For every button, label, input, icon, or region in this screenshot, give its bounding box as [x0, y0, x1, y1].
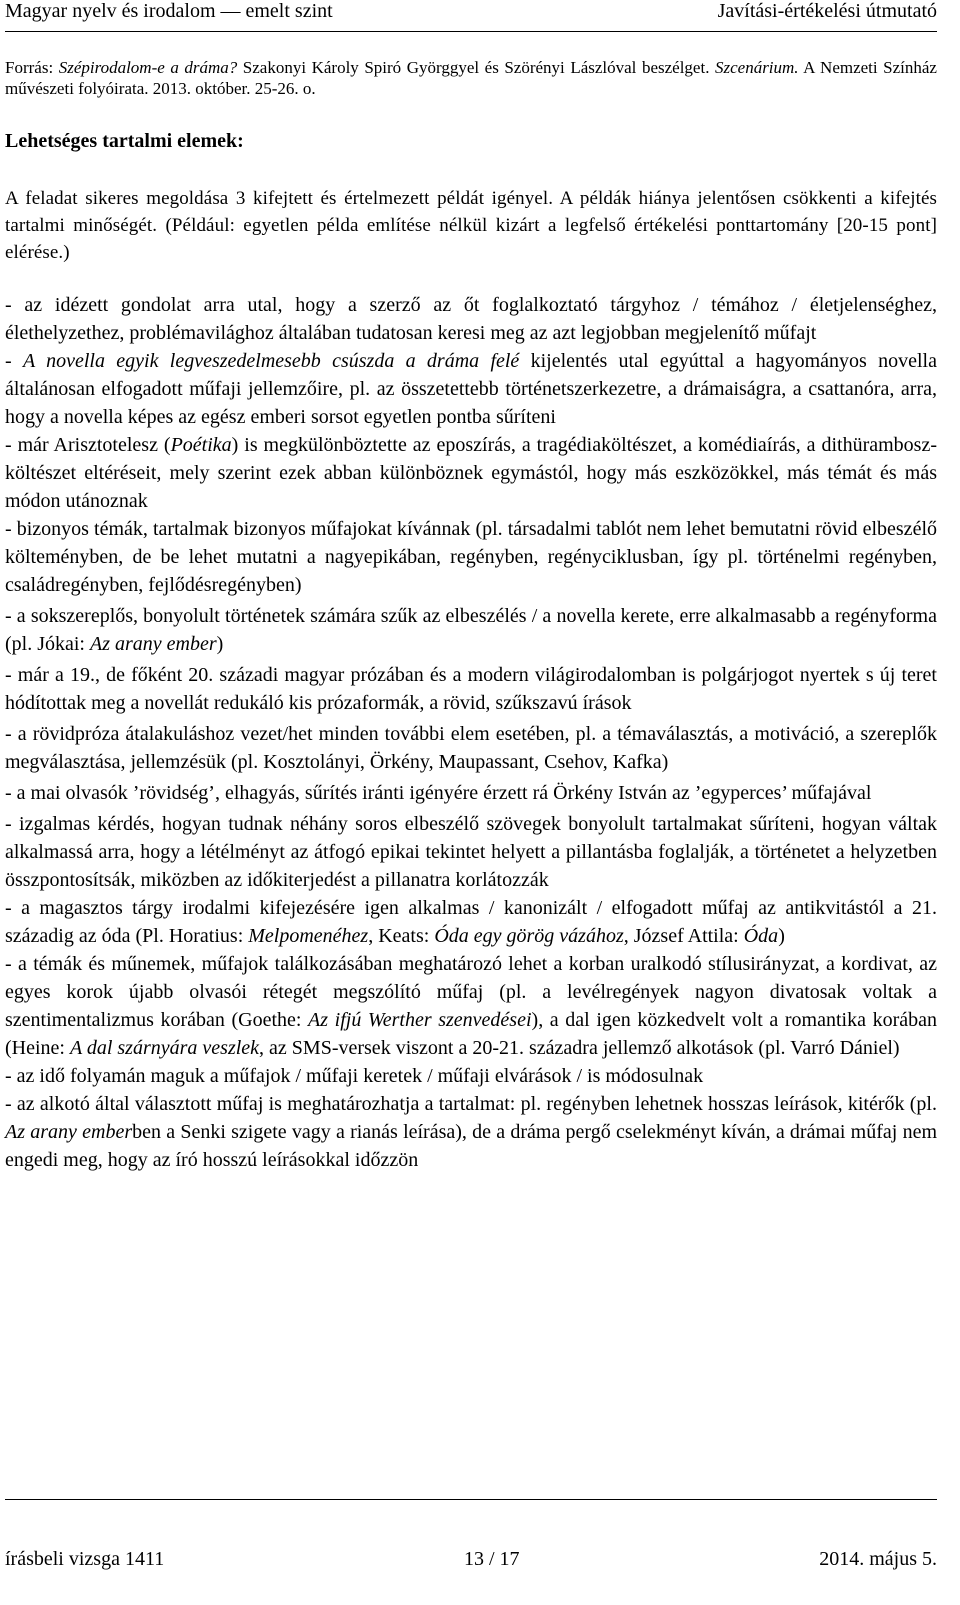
italic-title: Az ifjú Werther szenvedései [308, 1009, 532, 1031]
list-item [5, 894, 937, 950]
document-page [5, 0, 937, 1174]
source-description: Szakonyi Károly Spiró Györggyel és Szörényi Lászlóval beszélget. [237, 58, 715, 77]
content-elements-list [5, 291, 937, 1174]
section-heading: Lehetséges tartalmi elemek: [5, 130, 244, 152]
italic-title: A dal szárnyára veszlek [69, 1037, 260, 1059]
italic-title: Poétika [170, 434, 232, 456]
italic-title: Az arany ember [90, 633, 217, 655]
source-citation [5, 57, 937, 99]
item-text: , az SMS-versek viszont a 20-21. századra jellemző alkotások (pl. Varró Dániel) [259, 1037, 900, 1059]
source-label: Forrás: [5, 58, 59, 77]
item-text: ben a Senki szigete vagy a rianás leírása), de a dráma pergő cselekményt kíván, a drámai műfaj nem engedi meg, hogy az író hosszú leírásokkal időzzön [5, 1121, 938, 1171]
item-text: - a mai olvasók ’rövidség’, elhagyás, sűrítés iránti igényére érzett rá Örkény István az ’egyperces’ műfajával [5, 782, 872, 804]
item-text: , József Attila: [623, 925, 744, 947]
italic-title: Melpomenéhez [248, 925, 369, 947]
item-text: ), a dal igen közkedvelt volt a romantika korában (Heine: [5, 1009, 937, 1059]
item-text: - a sokszereplős, bonyolult történetek számára szűk az elbeszélés / a novella kerete, erre alkalmasabb a regényforma (pl. Jókai: [5, 605, 937, 655]
source-journal-title: Szcenárium. [714, 58, 799, 77]
page-header [5, 0, 937, 32]
item-text: ) is megkülönböztette az eposzírás, a tragédiaköltészet, a komédiaírás, a dithürambosz-költészet eltéréseit, mely szerint ezek abban különböznek egymástól, hogy más eszközökkel, más témát és más módon utánoznak [5, 434, 937, 512]
item-text: , Keats: [368, 925, 435, 947]
footer-exam-code: írásbeli vizsga 1411 [5, 1548, 165, 1570]
list-item [5, 347, 937, 431]
item-text: - az idő folyamán maguk a műfajok / műfaji keretek / műfaji elvárások / is módosulnak [5, 1065, 704, 1087]
source-article-title: Szépirodalom-e a dráma? [58, 58, 238, 77]
list-item [5, 602, 937, 658]
item-text: kijelentés utal egyúttal a hagyományos novella általánosan elfogadott műfaji jellemzőire, pl. az összetettebb történetszerkezetre, a drámaiságra, a csattanóra, arra, hogy a novella képes az egész emberi sorsot egyetlen pontba sűríteni [5, 350, 937, 428]
item-text: - az idézett gondolat arra utal, hogy a szerző az őt foglalkoztató tárgyhoz / témához / életjelenséghez, élethelyzethez, problémavilághoz általában tudatosan keresi meg az azt legjobban megjelenítő műfajt [5, 294, 937, 344]
italic-title: Óda [743, 925, 779, 947]
item-text: - már Arisztotelesz ( [5, 434, 171, 456]
list-item [5, 515, 937, 599]
item-text: - [5, 350, 23, 372]
list-item [5, 431, 937, 515]
source-journal-details: A Nemzeti Színház művészeti folyóirata. 2013. október. 25-26. o. [5, 58, 937, 98]
list-item [5, 1090, 937, 1174]
header-left-title: Magyar nyelv és irodalom — emelt szint [5, 0, 333, 22]
list-item [5, 779, 937, 807]
list-item [5, 950, 937, 1062]
footer-date: 2014. május 5. [819, 1548, 937, 1570]
italic-title: Az arany ember [5, 1121, 133, 1143]
intro-paragraph: A feladat sikeres megoldása 3 kifejtett és értelmezett példát igényel. A példák hiánya jelentősen csökkenti a kifejtés tartalmi minőségét. (Például: egyetlen példa említése nélkül kizárt a legfelső értékelési ponttartomány [20-15 pont] elérése.) [5, 188, 937, 263]
footer-divider [5, 1499, 937, 1500]
item-text: - a rövidpróza átalakuláshoz vezet/het minden további elem esetében, pl. a témaválasztás, a motiváció, a szereplők megválasztása, jellemzésük (pl. Kosztolányi, Örkény, Maupassant, Csehov, Kafka) [5, 723, 937, 773]
item-text: - a magasztos tárgy irodalmi kifejezésére igen alkalmas / kanonizált / elfogadott műfaj az antikvitástól a 21. századig az óda (Pl. Horatius: [5, 897, 937, 947]
list-item [5, 720, 937, 776]
item-text: - az alkotó által választott műfaj is meghatározhatja a tartalmat: pl. regényben lehetnek hosszas leírások, kitérők (pl. [5, 1093, 937, 1115]
item-text: - izgalmas kérdés, hogyan tudnak néhány soros elbeszélő szövegek bonyolult tartalmakat sűríteni, hogyan váltak alkalmassá arra, hogy a létélményt az átfogó epikai tekintet helyett a pillantásba foglalják, a történetet a helyzetben összpontosítsák, miközben az időkiterjedést a pillanatra korlátozzák [5, 813, 937, 891]
item-text: ) [216, 633, 224, 655]
item-text: ) [778, 925, 785, 947]
list-item [5, 1062, 937, 1090]
list-item [5, 661, 937, 717]
page-footer [5, 1547, 937, 1571]
italic-title: Óda egy görög vázához [434, 925, 624, 947]
italic-title: A novella egyik legveszedelmesebb csúszda a dráma felé [22, 350, 520, 372]
item-text: - már a 19., de főként 20. századi magyar prózában és a modern világirodalomban is polgárjogot nyertek s új teret hódítottak meg a novellát redukáló kis prózaformák, a rövid, szűkszavú írások [5, 664, 937, 714]
item-text: - a témák és műnemek, műfajok találkozásában meghatározó lehet a korban uralkodó stílusirányzat, a kordivat, az egyes korok újabb olvasói rétegét megszólító műfaj (pl. a levélregények nagyon divatosak voltak a szentimentalizmus korában (Goethe: [5, 953, 937, 1031]
footer-page-number: 13 / 17 [463, 1548, 520, 1570]
item-text: - bizonyos témák, tartalmak bizonyos műfajokat kívánnak (pl. társadalmi tablót nem lehet bemutatni rövid elbeszélő költeményben, de be lehet mutatni a nagyepikában, regényben, regényciklusban, így pl. történelmi regényben, családregényben, fejlődésregényben) [5, 518, 937, 596]
header-right-title: Javítási-értékelési útmutató [717, 0, 937, 22]
list-item [5, 291, 937, 347]
list-item [5, 810, 937, 894]
